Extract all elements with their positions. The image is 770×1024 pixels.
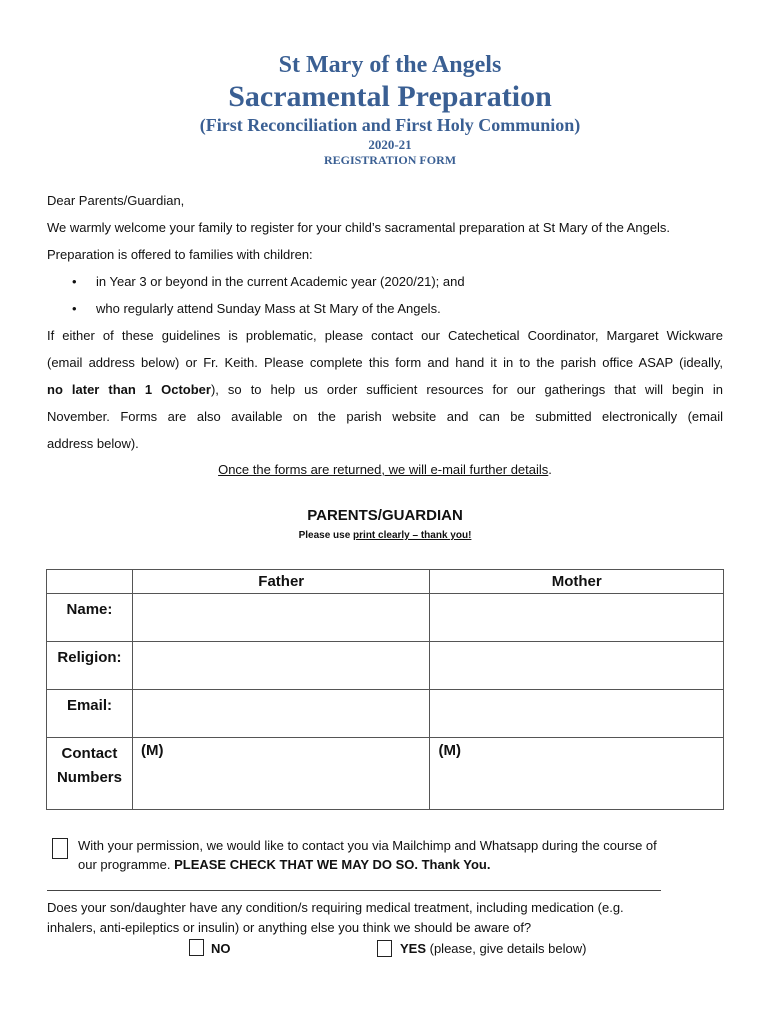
guideline-text-line: (email address below) or Fr. Keith. Please complete this form and hand it in to the parish office ASAP (ideally, [47, 355, 723, 370]
form-name: REGISTRATION FORM [323, 153, 457, 167]
consent-plain: our programme. [78, 857, 175, 872]
father-religion-field[interactable] [132, 642, 430, 690]
no-checkbox[interactable] [189, 939, 204, 956]
contact-row-label [47, 738, 133, 810]
consent-checkbox[interactable] [52, 838, 68, 859]
yes-label-bold: YES [400, 941, 427, 956]
instruction-underlined: print clearly – thank you! [353, 530, 472, 541]
divider [47, 890, 661, 891]
returned-note-period: . [548, 462, 552, 477]
section-heading: PARENTS/GUARDIAN [307, 507, 463, 524]
medical-question-line2: inhalers, anti-epileptics or insulin) or anything else you think we should be aware of? [47, 920, 532, 935]
salutation: Dear Parents/Guardian, [47, 193, 185, 208]
religion-row-label: Religion: [47, 642, 133, 690]
mother-religion-field[interactable] [430, 642, 724, 690]
guideline-text-line: If either of these guidelines is problematic, please contact our Catechetical Coordinator, Margaret Wickware [47, 328, 723, 343]
year-label: 2020-21 [368, 137, 412, 152]
father-column-header: Father [132, 570, 430, 594]
guideline-text-rest: ), so to help us order sufficient resources for our gatherings that will begin in [210, 382, 723, 397]
parents-table [46, 569, 724, 810]
returned-note-text: Once the forms are returned, we will e-mail further details [218, 462, 549, 477]
no-label: NO [211, 941, 231, 956]
guideline-text-line: address below). [47, 436, 139, 451]
name-row-label: Name: [47, 594, 133, 642]
list-item: in Year 3 or beyond in the current Academic year (2020/21); and [96, 274, 465, 289]
yes-checkbox[interactable] [377, 940, 392, 957]
email-row-label: Email: [47, 690, 133, 738]
welcome-text: We warmly welcome your family to register for your child’s sacramental preparation at St Mary of the Angels. [47, 220, 671, 235]
consent-text-line2 [78, 857, 490, 873]
print-instruction [0, 530, 770, 541]
consent-bold: PLEASE CHECK THAT WE MAY DO SO. Thank You. [174, 857, 491, 872]
table-corner-cell [47, 570, 133, 594]
guideline-text-line: November. Forms are also available on the parish website and can be submitted electronically (email [47, 409, 723, 424]
father-name-field[interactable] [132, 594, 430, 642]
parish-name: St Mary of the Angels [278, 52, 502, 78]
guideline-text-line [47, 382, 723, 398]
bullet-icon: • [72, 274, 77, 289]
returned-note [0, 462, 770, 477]
yes-label [400, 941, 586, 957]
yes-label-note: (please, give details below) [426, 941, 587, 956]
father-email-field[interactable] [132, 690, 430, 738]
father-contact-field[interactable]: (M) [132, 738, 430, 810]
mother-email-field[interactable] [430, 690, 724, 738]
instruction-prefix: Please use [298, 530, 354, 541]
medical-question-line1: Does your son/daughter have any condition/s requiring medical treatment, including medication (e.g. [47, 900, 624, 915]
offered-text: Preparation is offered to families with children: [47, 247, 313, 262]
deadline-text: no later than 1 October [47, 382, 211, 397]
list-item: who regularly attend Sunday Mass at St Mary of the Angels. [96, 301, 441, 316]
contact-label-line2: Numbers [56, 769, 122, 786]
consent-text-line1: With your permission, we would like to contact you via Mailchimp and Whatsapp during the course of [78, 838, 657, 853]
contact-label-line1: Contact [61, 745, 118, 762]
mother-contact-field[interactable]: (M) [430, 738, 724, 810]
page-title: Sacramental Preparation [228, 80, 552, 113]
page-subtitle: (First Reconciliation and First Holy Communion) [199, 115, 581, 135]
mother-name-field[interactable] [430, 594, 724, 642]
mother-column-header: Mother [430, 570, 724, 594]
bullet-icon: • [72, 301, 77, 316]
